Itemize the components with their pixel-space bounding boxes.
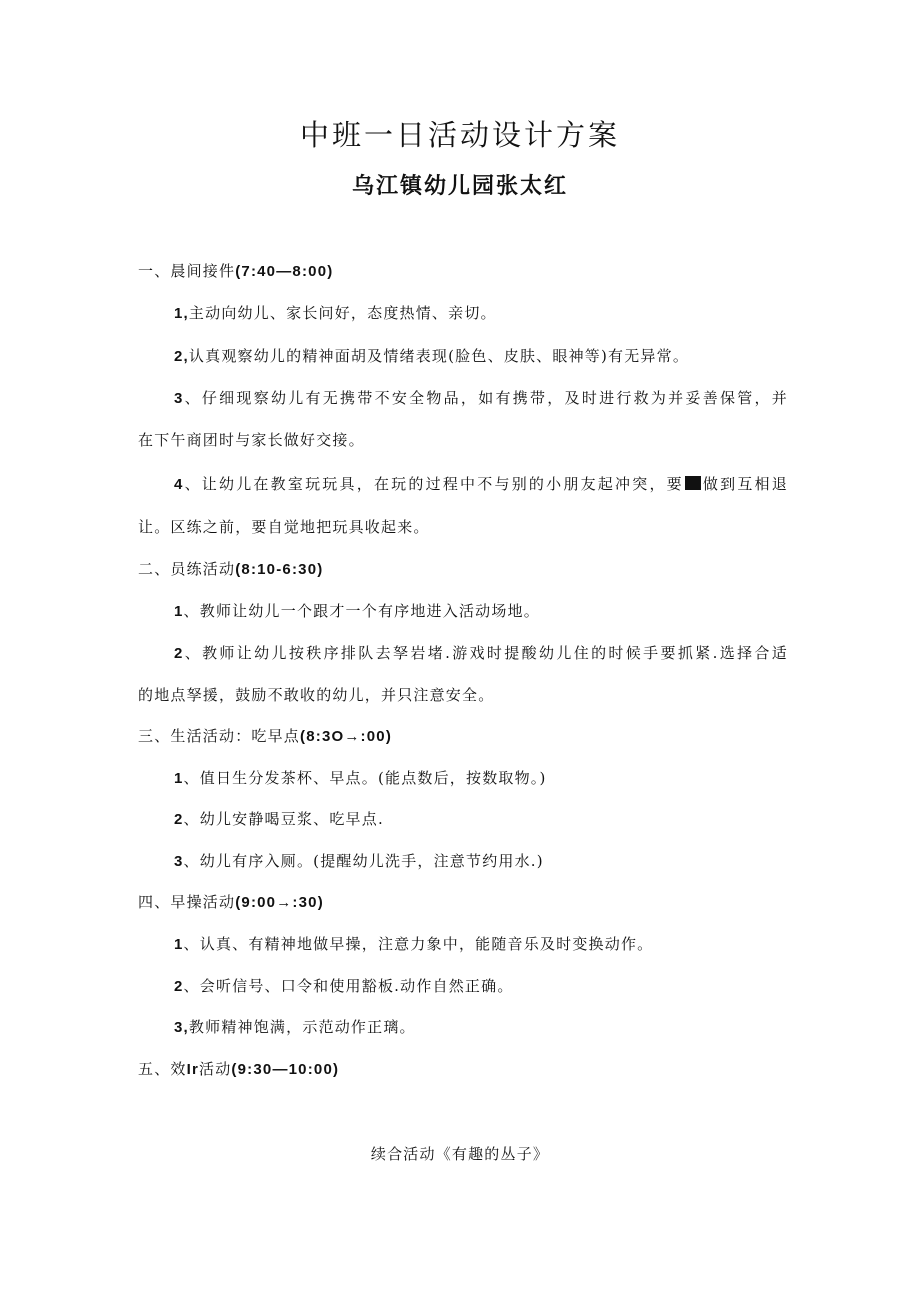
- heading-text: 二、员练活动: [138, 560, 236, 578]
- heading-text: 三、生活活动：吃早点: [138, 727, 301, 745]
- item-number: 1: [174, 603, 184, 620]
- heading-text: 一、晨间接件: [138, 262, 236, 280]
- item-number: 2,: [174, 348, 189, 365]
- paragraph: [174, 387, 788, 408]
- paragraph: [174, 345, 788, 366]
- paragraph: [174, 302, 788, 323]
- item-number: 1: [174, 770, 184, 787]
- paragraph: [174, 808, 788, 829]
- item-text: 、幼儿有序入厕。(提醒幼儿洗手，注意节约用水.): [183, 852, 544, 870]
- redaction-block: [685, 476, 701, 490]
- item-text: 做到互相退: [701, 475, 788, 493]
- item-text: 主动向幼儿、家长问好，态度热情、亲切。: [188, 304, 497, 322]
- paragraph: [174, 642, 788, 663]
- item-text: 让。区练之前，要自觉地把玩具收起来。: [138, 518, 430, 536]
- paragraph-continuation: [138, 429, 788, 450]
- item-text: 、教师让幼儿一个跟才一个有序地进入活动场地。: [183, 602, 540, 620]
- heading-time: (8:3O→:00): [300, 728, 393, 745]
- item-number: 4: [174, 476, 184, 493]
- paragraph: [174, 1016, 788, 1037]
- paragraph: [174, 850, 788, 871]
- item-text: 认真观察幼儿的精神面胡及情绪表现(脸色、皮肤、眼神等)有无异常。: [188, 347, 690, 365]
- item-number: 3,: [174, 1019, 189, 1036]
- item-text: 、仔细现察幼儿有无携带不安全物品，如有携带，及时进行救为并妥善保管，并: [183, 389, 788, 407]
- author-line: 乌江镇幼儿园张太红: [351, 173, 568, 199]
- item-text: 、值日生分发茶杯、早点。(能点数后，按数取物。): [183, 769, 547, 787]
- item-text: 的地点孥援，鼓励不敢收的幼儿，并只注意安全。: [138, 686, 495, 704]
- heading-time: (9:30—10:00): [231, 1061, 340, 1078]
- item-number: 3: [174, 853, 184, 870]
- heading-time: (9:00→:30): [235, 894, 324, 911]
- item-number: 2: [174, 978, 184, 995]
- heading-text: 五、效: [138, 1060, 187, 1078]
- item-text: 、会听信号、口令和使用豁板.动作自然正确。: [183, 977, 514, 995]
- item-number: 2: [174, 645, 184, 662]
- paragraph-continuation: [138, 516, 788, 537]
- heading-text: 活动: [199, 1060, 232, 1078]
- item-text: 、幼儿安静喝豆浆、吃早点.: [183, 810, 384, 828]
- paragraph: [174, 933, 788, 954]
- item-text: 、让幼儿在教室玩玩具，在玩的过程中不与别的小朋友起冲突，要: [183, 475, 684, 493]
- item-text: 、教师让幼儿按秩序排队去孥岩堵.游戏时提酸幼儿住的时候手要抓紧.选择合适: [183, 644, 788, 662]
- section-heading: [138, 891, 788, 912]
- paragraph: [174, 473, 788, 494]
- heading-time: (7:40—8:00): [235, 263, 334, 280]
- item-number: 3: [174, 390, 184, 407]
- paragraph: [174, 767, 788, 788]
- page-title: 中班一日活动设计方案: [299, 118, 620, 152]
- item-number: 1,: [174, 305, 189, 322]
- paragraph: [174, 975, 788, 996]
- item-text: 在下午商团时与家长做好交接。: [138, 431, 365, 449]
- paragraph: [174, 600, 788, 621]
- section-heading: [138, 725, 788, 746]
- heading-time: (8:10-6:30): [235, 561, 324, 578]
- item-text: 、认真、有精神地做早操，注意力象中，能随音乐及时变换动作。: [183, 935, 654, 953]
- item-number: 2: [174, 811, 184, 828]
- paragraph-continuation: [138, 684, 788, 705]
- heading-text: 四、早操活动: [138, 893, 236, 911]
- activity-title: 续合活动《有趣的丛子》: [370, 1145, 550, 1163]
- section-heading: [138, 260, 788, 281]
- item-text: 教师精神饱满，示范动作正璃。: [188, 1018, 416, 1036]
- item-number: 1: [174, 936, 184, 953]
- heading-text-latin: Ir: [186, 1061, 200, 1078]
- section-heading: [138, 1058, 788, 1079]
- section-heading: [138, 558, 788, 579]
